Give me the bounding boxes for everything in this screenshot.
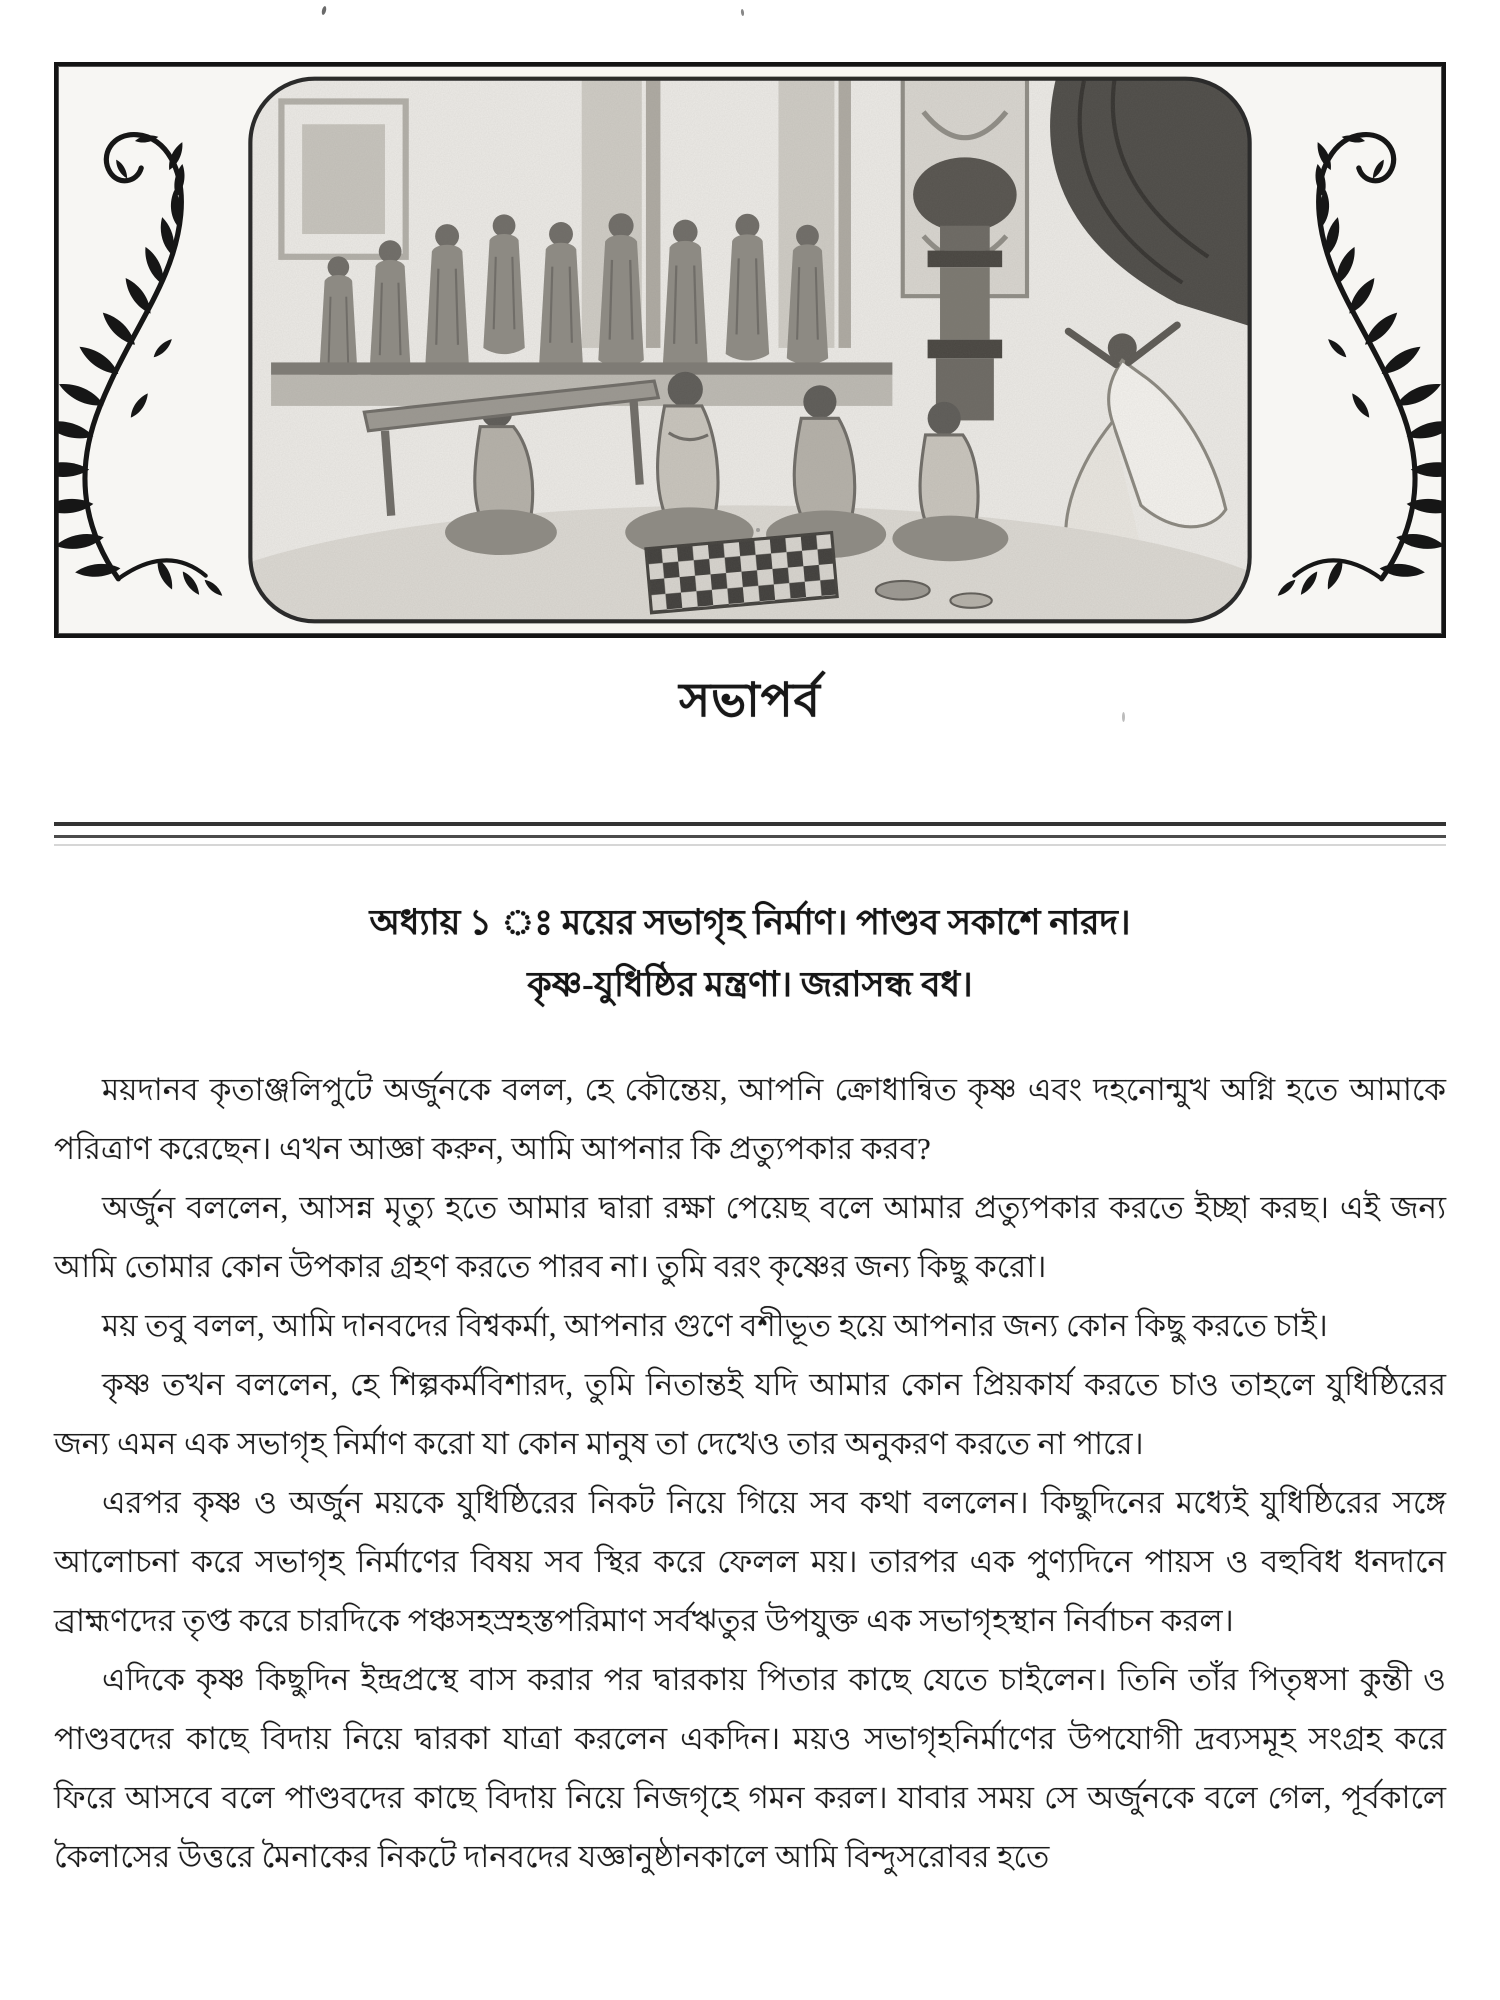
court-scene-illustration (240, 66, 1260, 634)
scan-speck (756, 528, 760, 532)
page-title: সভাপর্ব (679, 675, 821, 727)
scan-speck (1122, 712, 1125, 722)
paragraph: ময় তবু বলল, আমি দানবদের বিশ্বকর্মা, আপনার গুণে বশীভূত হয়ে আপনার জন্য কোন কিছু করতে চাই। (102, 1308, 1328, 1343)
paragraph: ময়দানব কৃতাঞ্জলিপুটে অর্জুনকে বলল, হে কৌন্তেয়, আপনি ক্রোধান্বিত কৃষ্ণ এবং দহনোন্মুখ অগ্নি হতে আমাকে পরিত্রাণ করেছেন। এখন আজ্ঞা করুন, আমি আপনার কি প্রত্যুপকার করব? (54, 1072, 1446, 1166)
fern-flourish-right-icon (1260, 66, 1442, 634)
paragraph: এরপর কৃষ্ণ ও অর্জুন ময়কে যুধিষ্ঠিরের নিকট নিয়ে গিয়ে সব কথা বললেন। কিছুদিনের মধ্যেই যুধিষ্ঠিরের সঙ্গে আলোচনা করে সভাগৃহ নির্মাণের বিষয় সব স্থির করে ফেলল ময়। তারপর এক পুণ্যদিনে পায়স ও বহুবিধ ধনদানে ব্রাহ্মণদের তৃপ্ত করে চারদিকে পঞ্চসহস্রহস্তপরিমাণ সর্বঋতুর উপযুক্ত এক সভাগৃহস্থান নির্বাচন করল। (54, 1485, 1446, 1638)
chapter-heading-line2: কৃষ্ণ-যুধিষ্ঠির মন্ত্রণা। জরাসন্ধ বধ। (527, 965, 973, 1004)
section-divider (54, 822, 1446, 846)
chapter-heading-line1: অধ্যায় ১ ঃ ময়ের সভাগৃহ নির্মাণ। পাণ্ডব সকাশে নারদ। (369, 903, 1131, 942)
paragraph: কৃষ্ণ তখন বললেন, হে শিল্পকর্মবিশারদ, তুমি নিতান্তই যদি আমার কোন প্রিয়কার্য করতে চাও তাহলে যুধিষ্ঠিরের জন্য এমন এক সভাগৃহ নির্মাণ করো যা কোন মানুষ তা দেখেও তার অনুকরণ করতে না পারে। (54, 1367, 1446, 1461)
paragraph: এদিকে কৃষ্ণ কিছুদিন ইন্দ্রপ্রস্থে বাস করার পর দ্বারকায় পিতার কাছে যেতে চাইলেন। তিনি তাঁর পিতৃষ্বসা কুন্তী ও পাণ্ডবদের কাছে বিদায় নিয়ে দ্বারকা যাত্রা করলেন একদিন। ময়ও সভাগৃহনির্মাণের উপযোগী দ্রব্যসমূহ সংগ্রহ করে ফিরে আসবে বলে পাণ্ডবদের কাছে বিদায় নিয়ে নিজগৃহে গমন করল। যাবার সময় সে অর্জুনকে বলে গেল, পূর্বকালে কৈলাসের উত্তরে মৈনাকের নিকটে দানবদের যজ্ঞানুষ্ঠানকালে আমি বিন্দুসরোবর হতে (54, 1662, 1446, 1874)
body-text (54, 1060, 1446, 1886)
paragraph: অর্জুন বললেন, আসন্ন মৃত্যু হতে আমার দ্বারা রক্ষা পেয়েছ বলে আমার প্রত্যুপকার করতে ইচ্ছা করছ। এই জন্য আমি তোমার কোন উপকার গ্রহণ করতে পারব না। তুমি বরং কৃষ্ণের জন্য কিছু করো। (54, 1190, 1446, 1284)
fern-flourish-left-icon (58, 66, 240, 634)
header-illustration (54, 62, 1446, 638)
chapter-heading (54, 892, 1446, 1016)
